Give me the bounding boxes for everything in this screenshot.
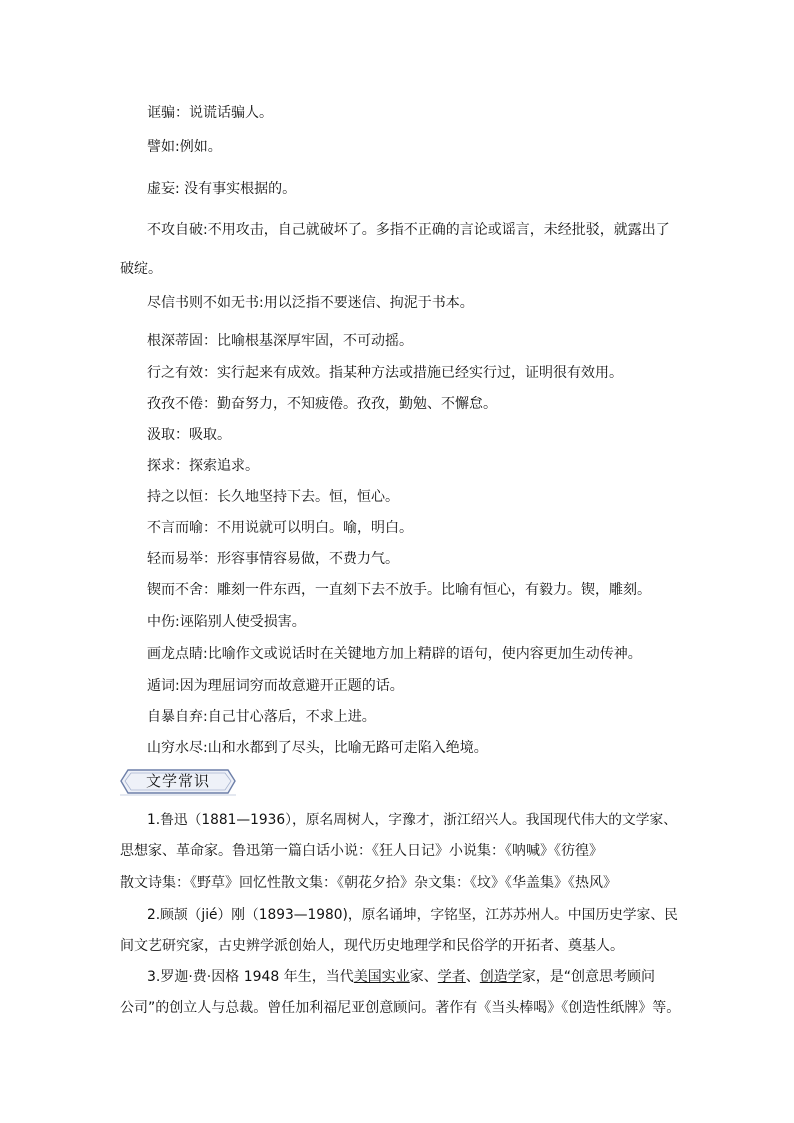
glossary-entry: 诓骗：说谎话骗人。 (147, 105, 273, 121)
glossary-entry: 虚妄: 没有事实根据的。 (147, 181, 297, 197)
bio-roger-text: 3.罗迦·费·因格 1948 年生，当代 (147, 969, 354, 985)
glossary-entry: 中伤:诬陷别人使受损害。 (147, 614, 306, 630)
glossary-entry: 锲而不舍：雕刻一件东西，一直刻下去不放手。比喻有恒心，有毅力。锲，雕刻。 (147, 582, 651, 598)
glossary-entry: 行之有效：实行起来有成效。指某种方法或措施已经实行过，证明很有效用。 (147, 365, 623, 381)
bio-roger-text: 家、 (409, 969, 438, 985)
glossary-entry: 遁词:因为理屈词穷而故意避开正题的话。 (147, 678, 404, 694)
bio-roger-text: 、 (465, 969, 480, 985)
glossary-entry: 持之以恒：长久地坚持下去。恒，恒心。 (147, 489, 399, 505)
bio-luxun-line: 散文诗集：《野草》回忆性散文集：《朝花夕拾》杂文集：《坟》《华盖集》《热风》 (120, 875, 617, 891)
bio-roger-line: 公司”的创立人与总裁。曾任加利福尼亚创意顾问。著作有《当头棒喝》《创造性纸牌》等。 (120, 1000, 681, 1016)
glossary-entry: 根深蒂固：比喻根基深厚牢固，不可动摇。 (147, 333, 413, 349)
bio-gu-line: 间文艺研究家，古史辨学派创始人，现代历史地理学和民俗学的开拓者、奠基人。 (120, 938, 624, 954)
bio-roger-line (147, 968, 655, 986)
link-industry[interactable]: 实业 (381, 969, 410, 985)
glossary-entry: 探求：探索追求。 (147, 458, 259, 474)
link-scholar[interactable]: 学者 (437, 969, 466, 985)
glossary-entry: 不攻自破:不用攻击，自己就破坏了。多指不正确的言论或谣言，未经批驳，就露出了 (147, 222, 670, 238)
section-title: 文学常识 (145, 772, 210, 790)
bio-luxun-line: 思想家、革命家。鲁迅第一篇白话小说：《狂人日记》小说集：《呐喊》《彷徨》 (120, 843, 603, 859)
glossary-entry: 山穷水尽:山和水都到了尽头，比喻无路可走陷入绝境。 (147, 740, 488, 756)
glossary-entry: 不言而喻：不用说就可以明白。喻，明白。 (147, 520, 413, 536)
link-creatology[interactable]: 创造学 (479, 969, 522, 985)
glossary-entry: 汲取：吸取。 (147, 427, 231, 443)
glossary-entry: 轻而易举：形容事情容易做，不费力气。 (147, 551, 399, 567)
bio-gu-line: 2.顾颉（jié）刚（1893—1980)，原名诵坤，字铭坚，江苏苏州人。中国历史学家、民 (147, 907, 678, 923)
bio-roger-text: 家，是“创意思考顾问 (521, 969, 656, 985)
glossary-entry: 孜孜不倦：勤奋努力，不知疲倦。孜孜，勤勉、不懈怠。 (147, 396, 497, 412)
glossary-entry: 画龙点睛:比喻作文或说话时在关键地方加上精辟的语句，使内容更加生动传神。 (147, 646, 642, 662)
glossary-entry: 自暴自弃:自己甘心落后，不求上进。 (147, 709, 376, 725)
glossary-entry-continuation: 破绽。 (120, 261, 162, 277)
link-america[interactable]: 美国 (353, 969, 382, 985)
section-header-literature (120, 768, 236, 796)
glossary-entry: 譬如:例如。 (147, 139, 222, 155)
bio-luxun-line: 1.鲁迅（1881—1936），原名周树人，字豫才，浙江绍兴人。我国现代伟大的文学家、 (147, 812, 677, 828)
glossary-entry: 尽信书则不如无书:用以泛指不要迷信、拘泥于书本。 (147, 295, 474, 311)
